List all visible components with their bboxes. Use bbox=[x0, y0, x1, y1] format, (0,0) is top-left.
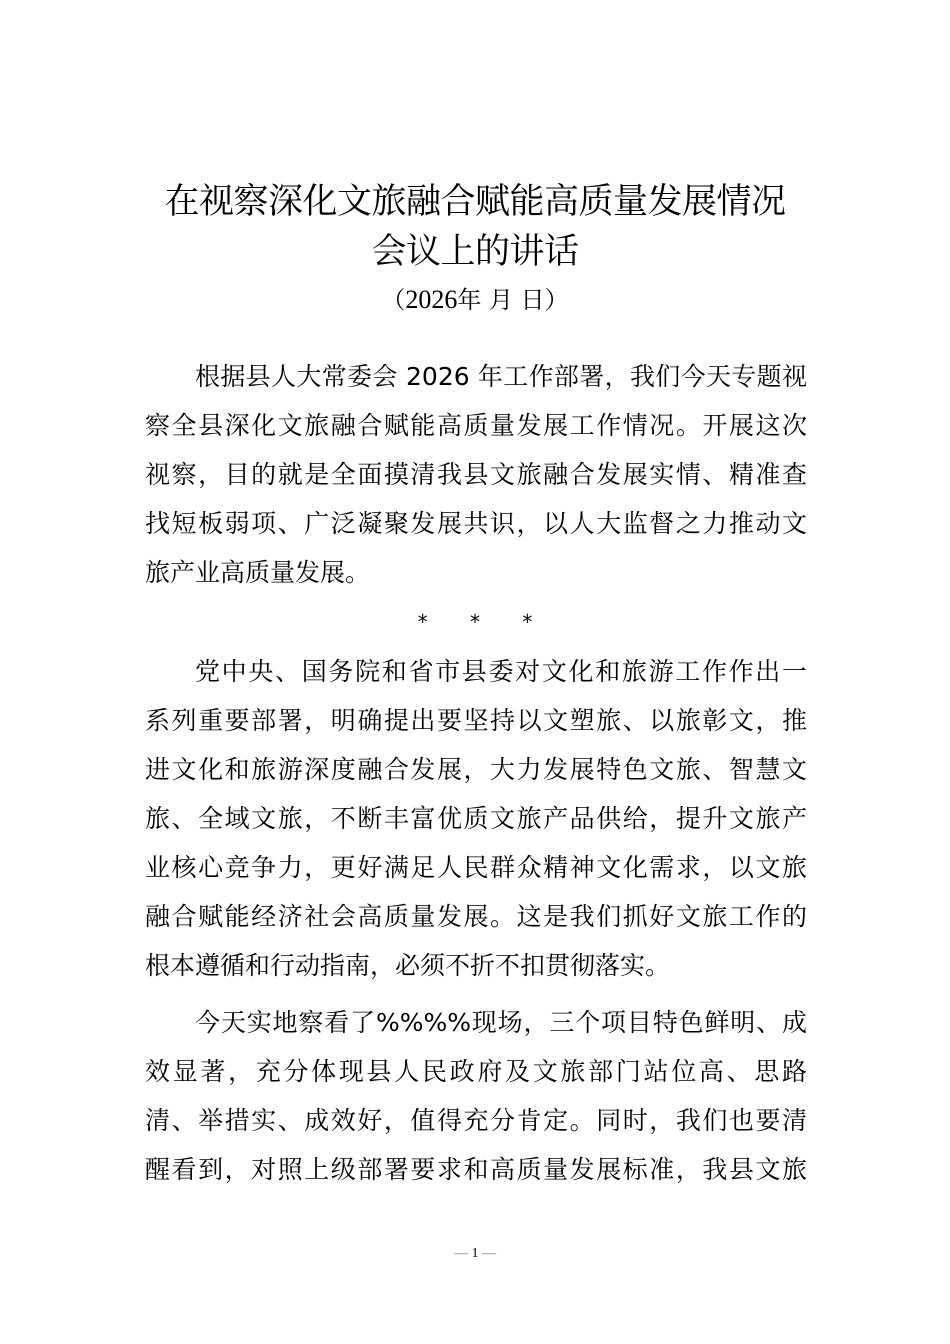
paragraph-2-line-7: 根本遵循和行动指南，必须不折不扣贯彻落实。 bbox=[145, 951, 671, 980]
footer-dash-left: — bbox=[454, 1246, 468, 1261]
paragraph-1-line-2: 察全县深化文旅融合赋能高质量发展工作情况。开展这次 bbox=[145, 411, 807, 440]
document-title-line-1: 在视察深化文旅融合赋能高质量发展情况 bbox=[164, 182, 786, 222]
document-date bbox=[0, 285, 950, 315]
page-footer bbox=[0, 1245, 950, 1263]
date-year: 2026 bbox=[405, 285, 458, 314]
section-separator: * * * bbox=[417, 610, 551, 634]
paragraph-3-line-1: 今天实地察看了%%%%现场，三个项目特色鲜明、成 bbox=[195, 1008, 807, 1037]
document-title-line-2: 会议上的讲话 bbox=[371, 232, 579, 272]
paragraph-2-line-2: 系列重要部署，明确提出要坚持以文塑旅、以旅彰文，推 bbox=[145, 706, 807, 735]
paragraph-3-line-4: 醒看到，对照上级部署要求和高质量发展标准，我县文旅 bbox=[145, 1155, 807, 1184]
paragraph-1-line-4: 找短板弱项、广泛凝聚发展共识，以人大监督之力推动文 bbox=[145, 509, 807, 538]
paragraph-2-line-4: 旅、全域文旅，不断丰富优质文旅产品供给，提升文旅产 bbox=[145, 804, 807, 833]
date-close-paren: ） bbox=[544, 286, 569, 314]
paragraph-2-line-3: 进文化和旅游深度融合发展，大力发展特色文旅、智慧文 bbox=[145, 755, 807, 784]
date-rest: 年 月 日 bbox=[457, 286, 545, 314]
paragraph-3-line-3: 清、举措实、成效好，值得充分肯定。同时，我们也要清 bbox=[145, 1106, 807, 1135]
page-number: 1 bbox=[471, 1246, 479, 1261]
paragraph-1-line-1: 根据县人大常委会 2026 年工作部署，我们今天专题视 bbox=[195, 362, 807, 391]
paragraph-2-line-5: 业核心竞争力，更好满足人民群众精神文化需求，以文旅 bbox=[145, 853, 807, 882]
paragraph-2-line-1: 党中央、国务院和省市县委对文化和旅游工作作出一 bbox=[195, 657, 807, 686]
paragraph-1-line-5: 旅产业高质量发展。 bbox=[145, 558, 371, 587]
footer-dash-right: — bbox=[482, 1246, 496, 1261]
paragraph-1-line-3: 视察，目的就是全面摸清我县文旅融合发展实情、精准查 bbox=[145, 460, 807, 489]
date-open-paren: （ bbox=[381, 286, 406, 314]
paragraph-2-line-6: 融合赋能经济社会高质量发展。这是我们抓好文旅工作的 bbox=[145, 902, 807, 931]
paragraph-3-line-2: 效显著，充分体现县人民政府及文旅部门站位高、思路 bbox=[145, 1057, 807, 1086]
